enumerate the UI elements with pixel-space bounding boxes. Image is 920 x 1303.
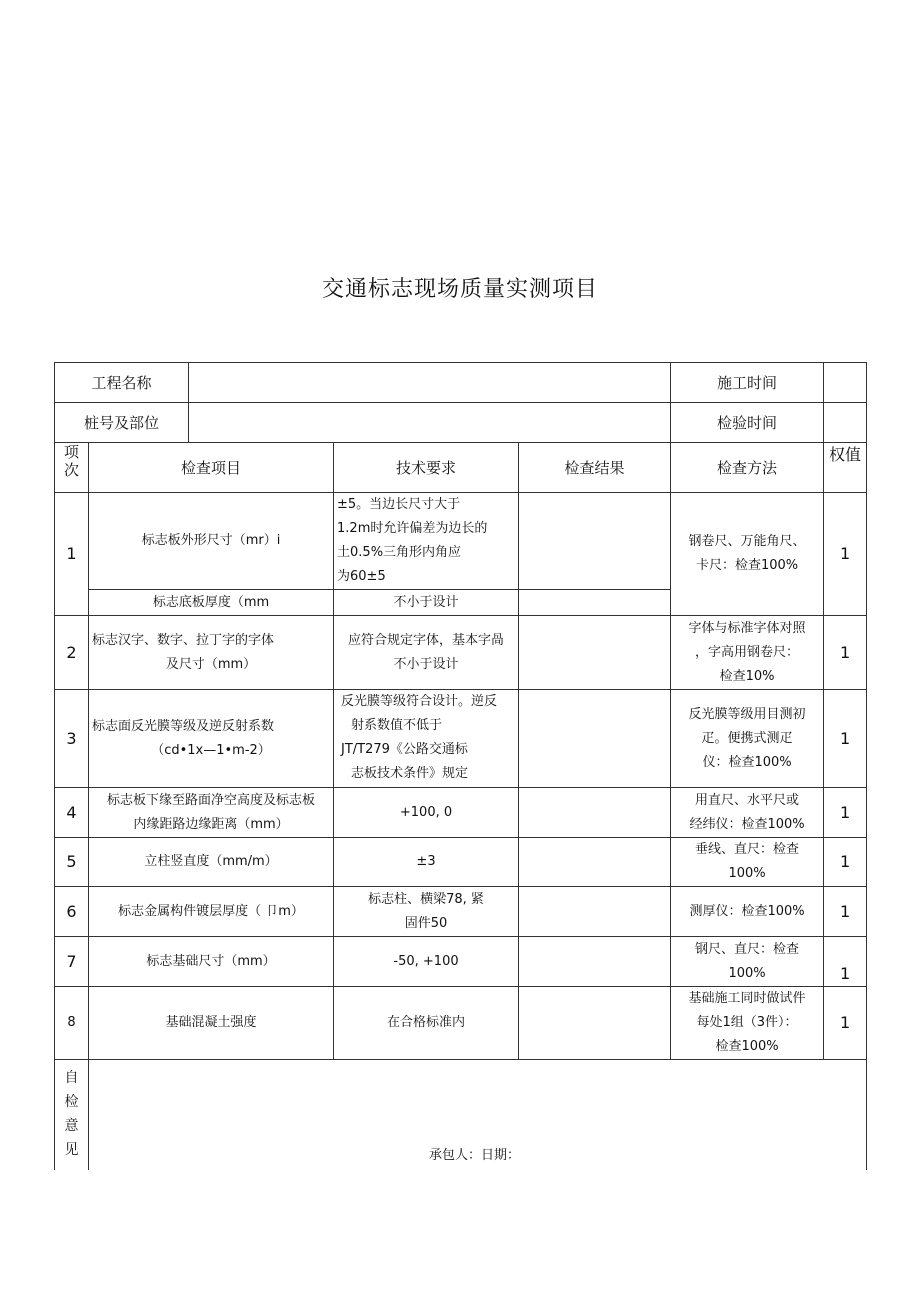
project-name-value[interactable]: [189, 363, 671, 403]
row-7-weight: 1: [824, 937, 867, 987]
signature-line: 承包人：日期：: [429, 1147, 521, 1163]
row-7-method: [671, 937, 824, 987]
row-1-seq: 1: [55, 493, 89, 616]
project-name-label: 工程名称: [55, 363, 189, 403]
row-5-weight: 1: [824, 838, 867, 887]
row-8-method: [671, 987, 824, 1060]
row-3-requirement: [334, 690, 519, 788]
header-requirement: 技术要求: [334, 443, 519, 493]
self-check-char: 自: [64, 1070, 79, 1086]
req-line: 1.2m时允许偏差为边长的: [337, 521, 488, 536]
row-5-seq: 5: [55, 838, 89, 887]
row-4-result[interactable]: [519, 788, 671, 838]
header-item: 检查项目: [89, 443, 334, 493]
row-4-seq: 4: [55, 788, 89, 838]
row-5-item: 立柱竖直度（mm/m）: [89, 838, 334, 887]
row-1-method: [671, 493, 824, 616]
method-line: 钢尺、直尺：检查: [695, 941, 800, 957]
method-line: 卡尺：检查100%: [695, 558, 799, 573]
row-4-method: [671, 788, 824, 838]
row-8-seq: 8: [55, 987, 89, 1060]
row-2-result[interactable]: [519, 616, 671, 690]
method-line: 垂线、直尺：检查: [695, 842, 800, 857]
req-line: JT/T279《公路交通标: [341, 742, 468, 757]
req-line: 为60±5: [337, 569, 386, 584]
req-line: 不小于设计: [393, 656, 459, 672]
item-line: （cd•1x—1•m-2）: [151, 742, 271, 758]
row-1-requirement: [334, 493, 519, 590]
page-title: 交通标志现场质量实测项目: [321, 277, 598, 302]
row-4-weight: 1: [824, 788, 867, 838]
method-line: 疋。便携式测疋: [701, 730, 793, 746]
row-2-item: [89, 616, 334, 690]
item-line: 及尺寸（mm）: [165, 656, 257, 672]
inspection-time-value[interactable]: [824, 403, 867, 443]
row-3-item: [89, 690, 334, 788]
method-line: 用直尺、水平尺或: [695, 792, 800, 808]
req-line: 标志柱、横梁78, 紧: [368, 891, 484, 907]
construction-time-value[interactable]: [824, 363, 867, 403]
inspection-time-label: 检验时间: [671, 403, 824, 443]
req-line: ±5。当边长尺寸大于: [337, 497, 461, 512]
self-check-char: 意: [64, 1118, 79, 1134]
self-check-char: 见: [64, 1142, 79, 1158]
row-2-requirement: [334, 616, 519, 690]
row-4-item: [89, 788, 334, 838]
row-2-weight: 1: [824, 616, 867, 690]
header-result: 检查结果: [519, 443, 671, 493]
row-5-result[interactable]: [519, 838, 671, 887]
row-2-seq: 2: [55, 616, 89, 690]
req-line: 应符合规定字体，基本字咼: [348, 632, 505, 648]
method-line: 检查10%: [719, 668, 775, 684]
self-check-opinion[interactable]: [89, 1060, 867, 1170]
row-6-method: 测厚仪：检查100%: [671, 887, 824, 937]
req-line: 土0.5%三角形内角应: [337, 545, 462, 560]
row-1b-requirement: 不小于设计: [334, 590, 519, 616]
row-7-seq: 7: [55, 937, 89, 987]
row-6-seq: 6: [55, 887, 89, 937]
row-2-method: [671, 616, 824, 690]
req-line: 固件50: [404, 915, 448, 931]
req-line: 射系数值不低于: [351, 718, 443, 733]
row-8-item: 基础混凝土强度: [89, 987, 334, 1060]
row-7-requirement: -50, +100: [334, 937, 519, 987]
req-line: 志板技术条件》规定: [351, 766, 469, 781]
method-line: 每处1组（3件）：: [696, 1015, 798, 1030]
row-6-weight: 1: [824, 887, 867, 937]
self-check-label: [55, 1060, 89, 1170]
row-7-result[interactable]: [519, 937, 671, 987]
item-line: 标志面反光膜等级及逆反射系数: [92, 718, 275, 734]
item-line: 内缘距路边缘距离（mm）: [133, 816, 289, 832]
row-1-item: 标志板外形尺寸（mr）i: [89, 493, 334, 590]
row-6-requirement: [334, 887, 519, 937]
method-line: 钢卷尺、万能角尺、: [688, 534, 806, 549]
header-seq: 项次: [55, 443, 89, 493]
method-line: 检查100%: [715, 1039, 779, 1054]
row-1b-item: 标志底板厚度（mm: [89, 590, 334, 616]
header-weight: 权值: [824, 443, 867, 493]
station-label: 桩号及部位: [55, 403, 189, 443]
method-line: 字体与标准字体对照: [688, 620, 806, 636]
row-5-method: [671, 838, 824, 887]
method-line: ，字高用钢卷尺：: [695, 644, 800, 660]
row-7-item: 标志基础尺寸（mm）: [89, 937, 334, 987]
row-3-method: [671, 690, 824, 788]
row-4-requirement: +100, 0: [334, 788, 519, 838]
row-5-requirement: ±3: [334, 838, 519, 887]
req-line: 反光膜等级符合设计。逆反: [341, 694, 498, 709]
method-line: 反光膜等级用目测初: [688, 706, 806, 722]
construction-time-label: 施工时间: [671, 363, 824, 403]
item-line: 标志板下缘至路面净空高度及标志板: [107, 792, 316, 808]
row-1-result[interactable]: [519, 493, 671, 590]
method-line: 经纬仪：检查100%: [689, 816, 805, 832]
self-check-char: 检: [64, 1094, 79, 1110]
row-3-result[interactable]: [519, 690, 671, 788]
row-8-result[interactable]: [519, 987, 671, 1060]
inspection-table: [54, 362, 867, 1170]
row-3-weight: 1: [824, 690, 867, 788]
method-line: 100%: [728, 866, 766, 881]
row-6-result[interactable]: [519, 887, 671, 937]
station-value[interactable]: [189, 403, 671, 443]
row-6-item: 标志金属构件镀层厚度（ 卩m）: [89, 887, 334, 937]
method-line: 基础施工同时做试件: [688, 991, 806, 1006]
item-line: 标志汉字、数字、拉丁字的字体: [92, 632, 275, 648]
method-line: 100%: [728, 965, 766, 981]
row-3-seq: 3: [55, 690, 89, 788]
row-8-weight: 1: [824, 987, 867, 1060]
row-1-weight: 1: [824, 493, 867, 616]
row-8-requirement: 在合格标准内: [334, 987, 519, 1060]
row-1b-result[interactable]: [519, 590, 671, 616]
header-method: 检查方法: [671, 443, 824, 493]
method-line: 仪：检查100%: [702, 754, 792, 770]
